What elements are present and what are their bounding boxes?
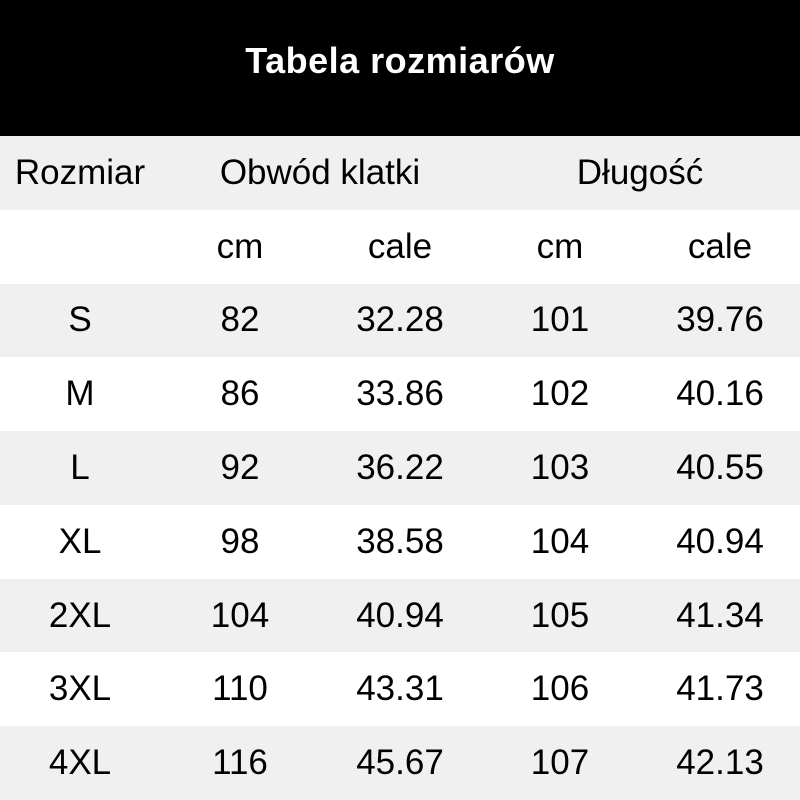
size-cell: M	[65, 374, 95, 414]
size-cell: 4XL	[48, 743, 112, 783]
col-header-length: Długość	[576, 152, 704, 192]
chest-inch-cell: 38.58	[356, 521, 444, 561]
length-inch-cell: 40.94	[676, 521, 764, 561]
size-cell: XL	[58, 521, 102, 561]
length-inch-cell: 39.76	[676, 300, 764, 340]
length-cm-cell: 103	[530, 448, 590, 488]
size-cell: S	[68, 300, 92, 340]
chest-cm-cell: 104	[210, 595, 270, 635]
unit-cell-chest-cm: cm	[216, 226, 264, 266]
chest-cm-cell: 82	[220, 300, 260, 340]
unit-cell-chest-inch: cale	[367, 226, 433, 266]
size-cell: 2XL	[48, 595, 112, 635]
page-title: Tabela rozmiarów	[245, 40, 555, 81]
length-cm-cell: 102	[530, 374, 590, 414]
length-inch-cell: 41.73	[676, 669, 764, 709]
col-header-chest: Obwód klatki	[219, 152, 421, 192]
length-cm-cell: 107	[530, 743, 590, 783]
chest-cm-cell: 98	[220, 521, 260, 561]
length-cm-cell: 104	[530, 521, 590, 561]
size-cell: 3XL	[48, 669, 112, 709]
chest-inch-cell: 40.94	[356, 595, 444, 635]
table-row	[0, 284, 800, 358]
table-row	[0, 652, 800, 726]
col-header-size: Rozmiar	[14, 152, 146, 192]
length-inch-cell: 40.55	[676, 448, 764, 488]
chest-cm-cell: 86	[220, 374, 260, 414]
length-inch-cell: 40.16	[676, 374, 764, 414]
table-header-row	[0, 136, 800, 210]
length-cm-cell: 101	[530, 300, 590, 340]
chest-inch-cell: 45.67	[356, 743, 444, 783]
table-row	[0, 505, 800, 579]
chest-inch-cell: 32.28	[356, 300, 444, 340]
units-row	[0, 210, 800, 284]
chest-inch-cell: 36.22	[356, 448, 444, 488]
chest-cm-cell: 116	[212, 743, 268, 783]
chest-cm-cell: 92	[220, 448, 260, 488]
size-table	[0, 136, 800, 800]
table-row	[0, 431, 800, 505]
length-inch-cell: 41.34	[676, 595, 764, 635]
unit-cell-length-cm: cm	[536, 226, 584, 266]
table-row	[0, 579, 800, 653]
table-row	[0, 357, 800, 431]
length-cm-cell: 106	[530, 669, 590, 709]
chest-inch-cell: 33.86	[356, 374, 444, 414]
table-row	[0, 726, 800, 800]
title-band	[0, 0, 800, 136]
length-inch-cell: 42.13	[676, 743, 764, 783]
chest-cm-cell: 110	[212, 669, 268, 709]
length-cm-cell: 105	[530, 595, 590, 635]
unit-cell-length-inch: cale	[687, 226, 753, 266]
chest-inch-cell: 43.31	[356, 669, 444, 709]
size-cell: L	[70, 448, 90, 488]
